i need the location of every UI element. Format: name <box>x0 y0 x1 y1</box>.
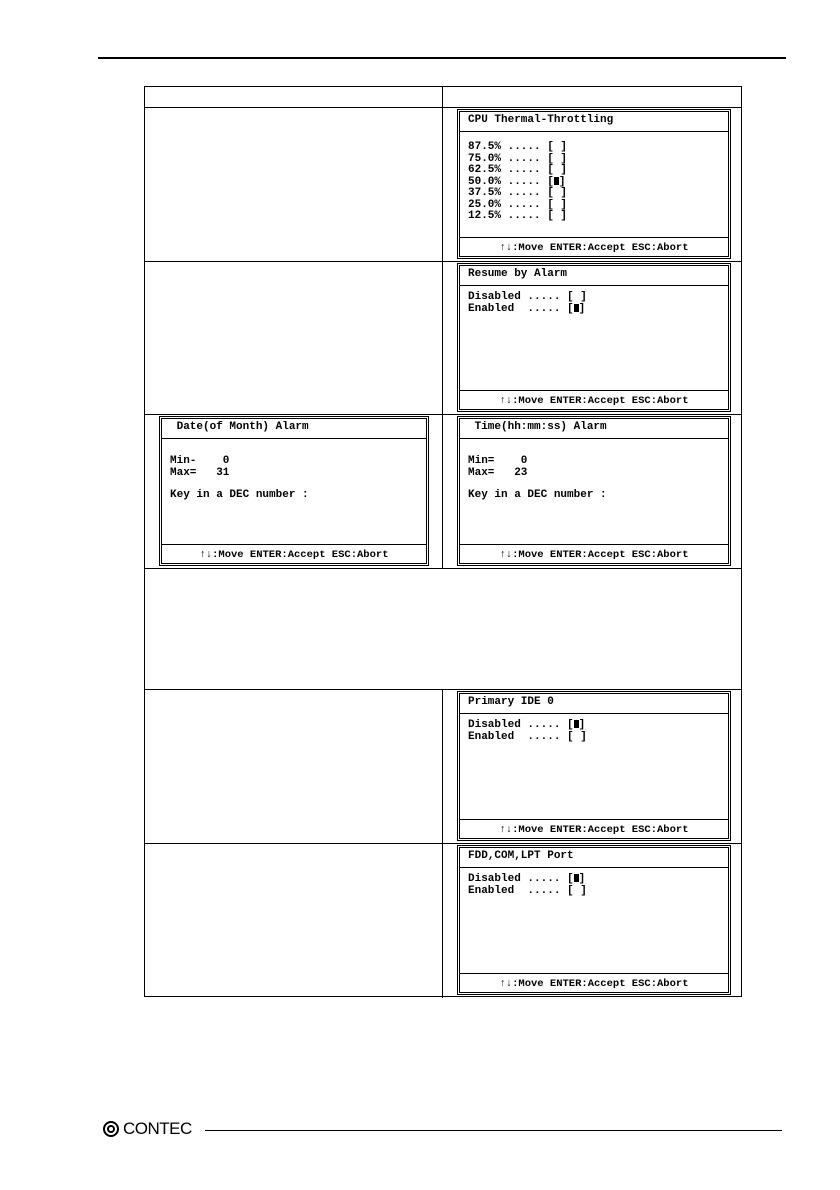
option-label: Disabled ..... [ <box>468 873 574 885</box>
key-help: ↑↓:Move ENTER:Accept ESC:Abort <box>499 824 689 836</box>
number-input-prompt[interactable]: Key in a DEC number : <box>170 489 309 501</box>
option-disabled[interactable]: Disabled ..... [ ] <box>468 291 587 303</box>
option-12-5[interactable]: 12.5% ..... [ ] <box>468 210 568 222</box>
screen-title: Time(hh:mm:ss) Alarm <box>468 421 607 433</box>
option-25-0[interactable]: 25.0% ..... [ ] <box>468 198 568 211</box>
column-divider <box>442 87 443 568</box>
option-label: Enabled ..... [ <box>468 302 574 315</box>
screen-title: FDD,COM,LPT Port <box>468 850 574 862</box>
option-enabled[interactable]: Enabled ..... [ ] <box>468 730 587 743</box>
selected-mark-icon <box>574 874 579 882</box>
logo-ring-icon <box>103 1121 119 1137</box>
date-alarm-screen <box>159 416 429 566</box>
option-62-5[interactable]: 62.5% ..... [ ] <box>468 164 568 176</box>
min-value: Min= 0 <box>468 455 528 467</box>
footer-rule <box>205 1130 782 1131</box>
option-enabled[interactable]: Enabled ..... [ ] <box>468 884 587 897</box>
number-input-prompt[interactable]: Key in a DEC number : <box>468 489 607 501</box>
option-list <box>468 142 567 223</box>
option-label: 50.0% ..... [ <box>468 175 554 188</box>
header-rule <box>98 57 786 59</box>
key-help: ↑↓:Move ENTER:Accept ESC:Abort <box>499 978 689 990</box>
selected-mark-icon <box>574 304 579 312</box>
option-disabled[interactable]: Disabled ..... [ ] <box>468 873 586 885</box>
row-rule <box>145 414 741 415</box>
row-rule <box>145 843 741 844</box>
option-75-0[interactable]: 75.0% ..... [ ] <box>468 152 568 165</box>
fdd-port-screen <box>457 845 731 995</box>
time-alarm-screen <box>457 416 731 566</box>
option-37-5[interactable]: 37.5% ..... [ ] <box>468 187 568 199</box>
key-help: ↑↓:Move ENTER:Accept ESC:Abort <box>499 549 689 561</box>
option-50-0[interactable]: 50.0% ..... [ ] <box>468 175 566 188</box>
header-row-rule <box>145 107 741 108</box>
resume-by-alarm-screen <box>457 263 731 412</box>
max-value: Max= 31 <box>170 466 230 479</box>
screen-title: Date(of Month) Alarm <box>170 421 309 433</box>
cpu-throttling-screen <box>457 109 731 259</box>
option-87-5[interactable]: 87.5% ..... [ ] <box>468 141 568 153</box>
brand-name: CONTEC <box>123 1119 192 1138</box>
max-value: Max= 23 <box>468 466 528 479</box>
option-disabled[interactable]: Disabled ..... [ ] <box>468 719 586 731</box>
contec-logo <box>103 1119 192 1139</box>
screen-title: Resume by Alarm <box>468 268 568 280</box>
settings-table <box>144 86 742 997</box>
screen-title: Primary IDE 0 <box>468 696 554 708</box>
screen-title: CPU Thermal-Throttling <box>468 114 614 126</box>
selected-mark-icon <box>574 720 579 728</box>
row-rule <box>145 568 741 569</box>
row-rule <box>145 689 741 690</box>
option-label: Disabled ..... [ <box>468 719 574 731</box>
primary-ide-screen <box>457 691 731 841</box>
key-help: ↑↓:Move ENTER:Accept ESC:Abort <box>499 242 689 254</box>
min-value: Min- 0 <box>170 455 230 467</box>
key-help: ↑↓:Move ENTER:Accept ESC:Abort <box>499 395 689 407</box>
row-rule <box>145 261 741 262</box>
option-enabled[interactable]: Enabled ..... [ ] <box>468 302 586 315</box>
key-help: ↑↓:Move ENTER:Accept ESC:Abort <box>199 549 389 561</box>
selected-mark-icon <box>554 177 559 185</box>
